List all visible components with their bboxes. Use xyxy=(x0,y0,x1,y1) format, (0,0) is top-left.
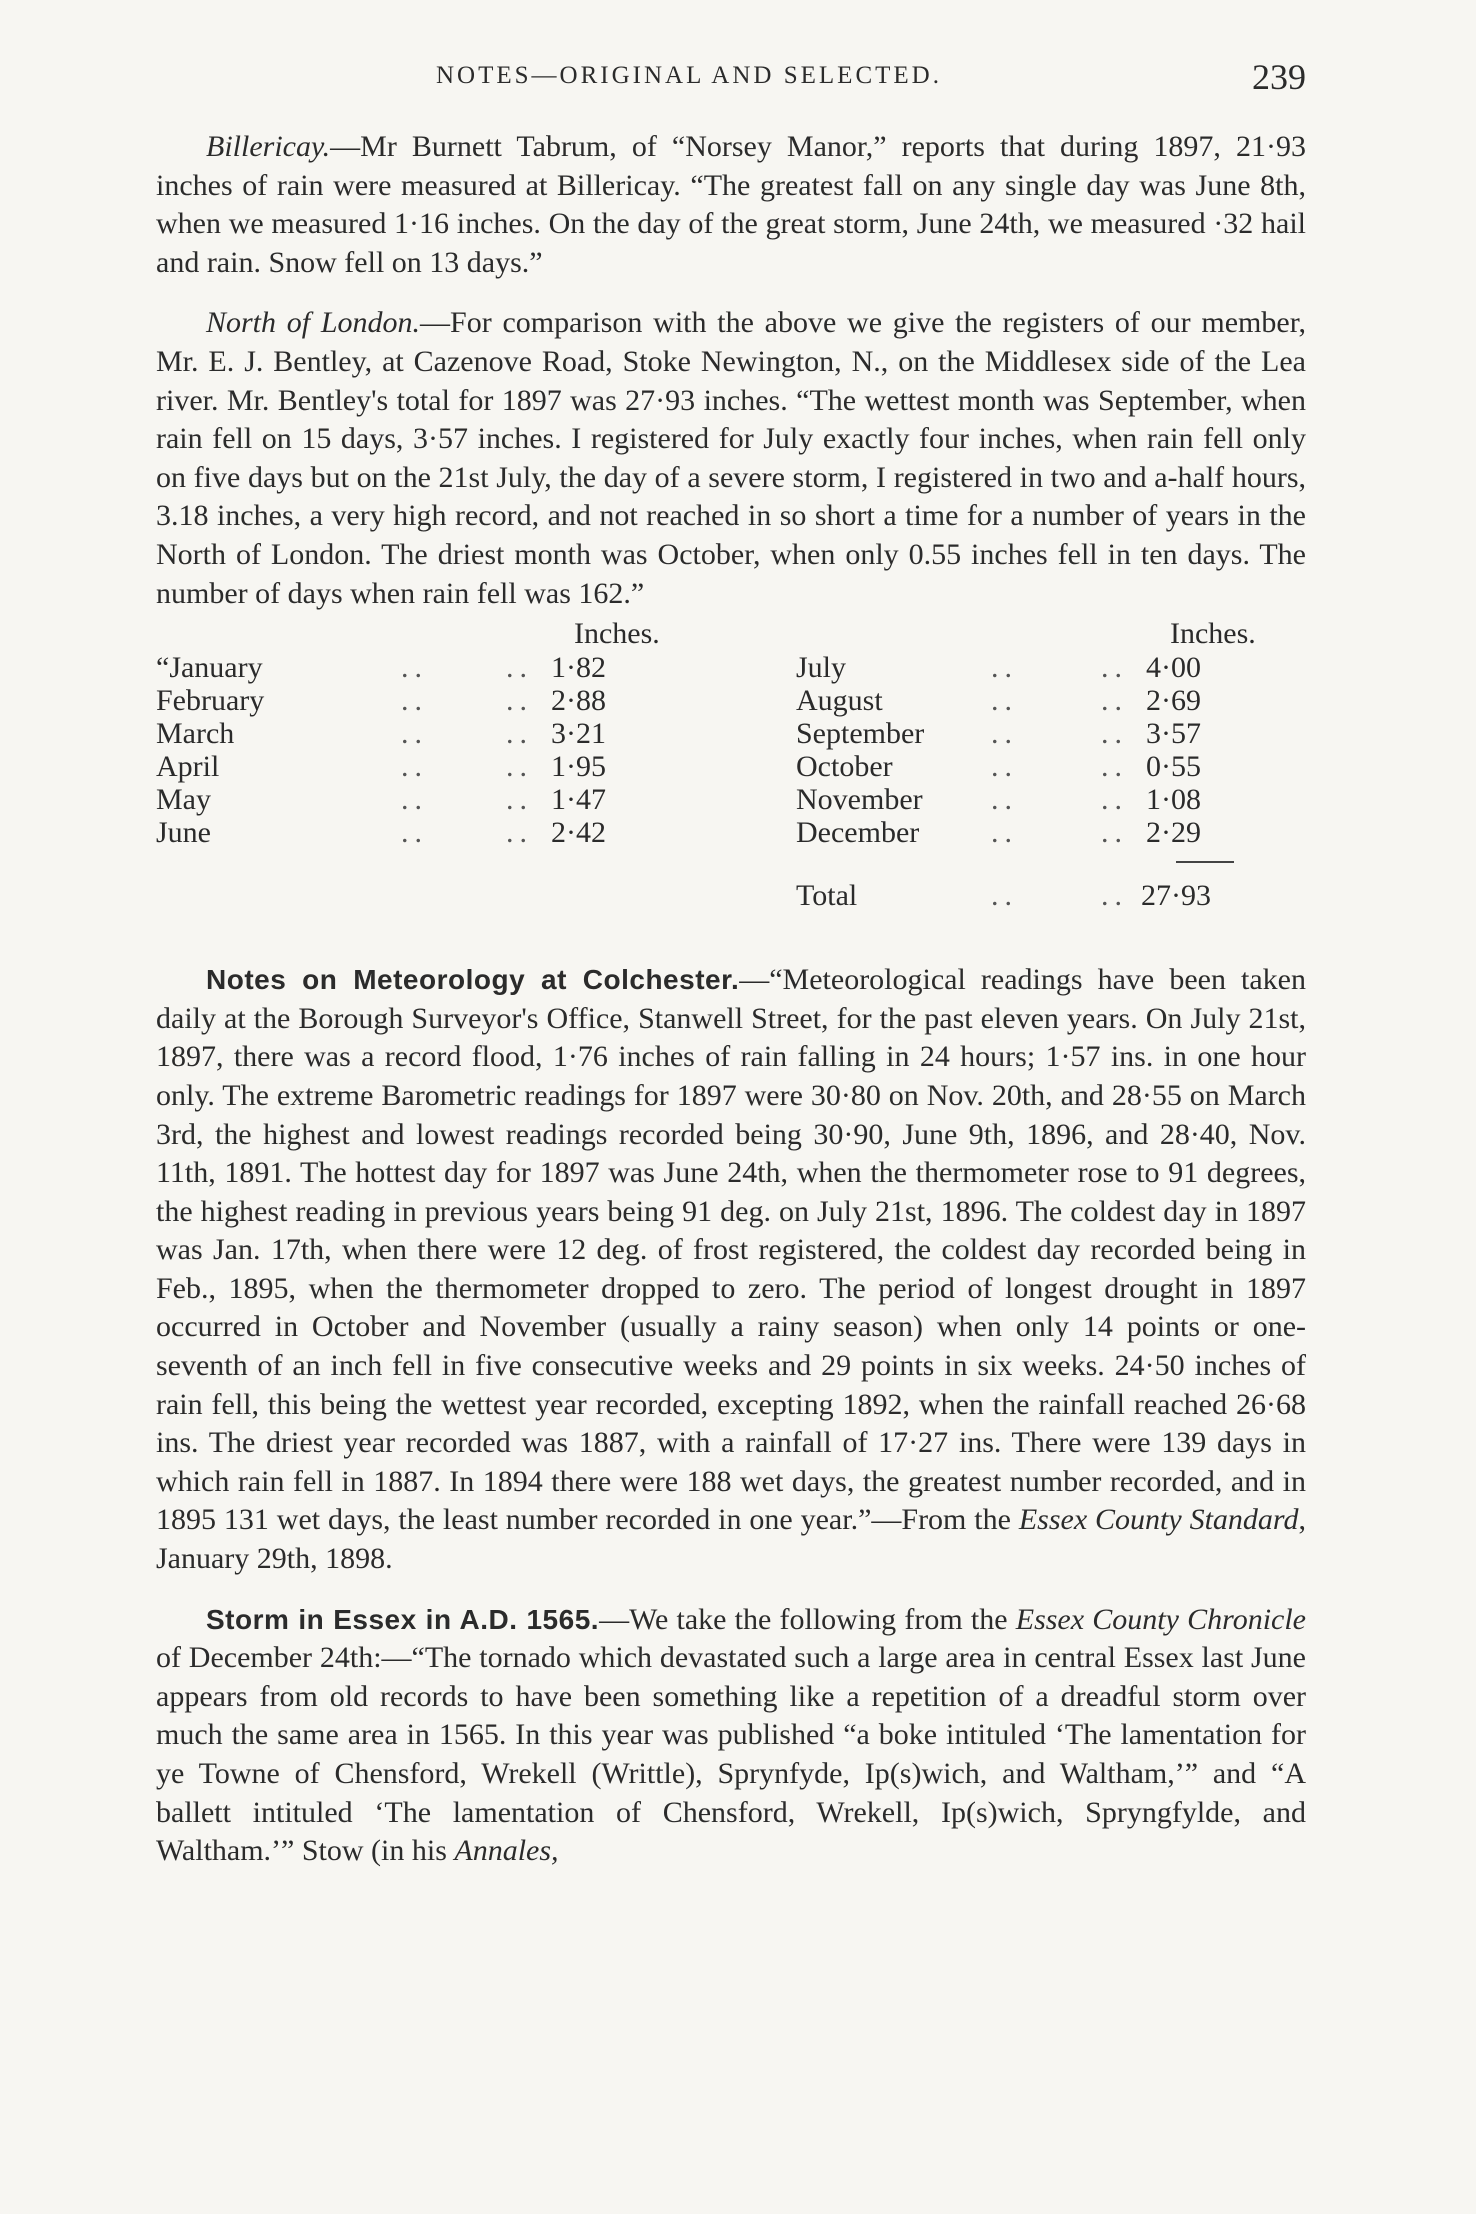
leader-dots: .. xyxy=(506,651,533,685)
month-value: 2·88 xyxy=(551,684,606,718)
page-number: 239 xyxy=(1252,57,1306,97)
right-unit-header: Inches. xyxy=(1170,617,1256,651)
table-row-left-5 xyxy=(156,814,211,853)
month-label: May xyxy=(156,783,211,817)
month-value: 2·69 xyxy=(1146,684,1201,718)
leader-dots: .. xyxy=(506,750,533,784)
leader-dots: .. xyxy=(506,717,533,751)
leader-dots: .. xyxy=(401,684,428,718)
month-label: July xyxy=(796,651,847,685)
leader-dots: .. xyxy=(1101,651,1128,685)
leader-dots: .. xyxy=(506,816,533,850)
left-unit-header: Inches. xyxy=(574,617,660,651)
billericay-lead-in: Billericay. xyxy=(206,130,331,163)
leader-dots: .. xyxy=(401,783,428,817)
north-london-text: —For comparison with the above we give the registers of our member, Mr. E. J. Bentley, at Cazenove Road, Stoke Newington, N., on the Middlesex side of the Lea river. Mr. Bentley's total for 1897 was 27·93 inches. “The wettest month was September, when rain fell on 15 days, 3·57 inches. I registered for July exactly four inches, when rain fell only on five days but on the 21st July, the day of a severe storm, I registered in two and a-half hours, 3.18 inches, a very high record, and not reached in so short a time for a number of years in the North of London. The driest month was October, when only 0.55 inches fell in ten days. The number of days when rain fell was 162.” xyxy=(156,306,1306,610)
north-london-lead-in: North of London. xyxy=(206,306,421,340)
leader-dots: .. xyxy=(506,783,533,817)
month-value: 3·21 xyxy=(551,717,606,751)
leader-dots: .. xyxy=(991,879,1018,913)
billericay-text: —Mr Burnett Tabrum, of “Norsey Manor,” reports that during 1897, 21·93 inches of rain were measured at Billericay. “The greatest fall on any single day was June 8th, when we measured 1·16 inches. On the day of the great storm, June 24th, we measured ·32 hail and rain. Snow fell on 13 days.” xyxy=(156,130,1306,279)
rainfall-table xyxy=(156,615,1306,937)
month-value: 2·29 xyxy=(1146,816,1201,850)
leader-dots: .. xyxy=(991,750,1018,784)
month-label: October xyxy=(796,750,893,784)
colchester-date: , January 29th, 1898. xyxy=(156,1503,1306,1576)
colchester-paragraph xyxy=(156,961,1306,1579)
leader-dots: .. xyxy=(991,717,1018,751)
month-label: December xyxy=(796,816,920,850)
leader-dots: .. xyxy=(401,717,428,751)
month-value: 4·00 xyxy=(1146,651,1201,685)
month-value: 1·95 xyxy=(551,750,606,784)
leader-dots: .. xyxy=(1101,783,1128,817)
month-label: June xyxy=(156,816,211,850)
storm-annales: Annales, xyxy=(454,1834,559,1868)
leader-dots: .. xyxy=(401,750,428,784)
month-label: September xyxy=(796,717,925,751)
total-label: Total xyxy=(796,879,858,913)
month-value: 3·57 xyxy=(1146,717,1201,751)
month-label: April xyxy=(156,750,220,784)
leader-dots: .. xyxy=(991,684,1018,718)
month-label: November xyxy=(796,783,923,817)
billericay-paragraph xyxy=(156,128,1306,282)
page-header xyxy=(156,52,1306,112)
colchester-source: Essex County Standard xyxy=(1018,1503,1299,1537)
leader-dots: .. xyxy=(991,783,1018,817)
storm-text-a: —We take the following from the xyxy=(599,1602,1016,1636)
month-label: March xyxy=(156,717,235,751)
month-label: “January xyxy=(156,651,263,685)
leader-dots: .. xyxy=(1101,816,1128,850)
leader-dots: .. xyxy=(991,816,1018,850)
leader-dots: .. xyxy=(1101,750,1128,784)
month-value: 0·55 xyxy=(1146,750,1201,784)
leader-dots: .. xyxy=(1101,684,1128,718)
leader-dots: .. xyxy=(1101,879,1128,913)
leader-dots: .. xyxy=(401,816,428,850)
month-value: 1·47 xyxy=(551,783,606,817)
storm-text-b: of December 24th:—“The tornado which devastated such a large area in central Essex last June appears from old records to have been something like a repetition of a dreadful storm over much the same area in 1565. In this year was published “a boke intituled ‘The lamentation for ye Towne of Chensford, Wrekell (Writtle), Sprynfyde, Ip(s)wich, and Waltham,’” and “A ballett intituled ‘The lamentation of Chensford, Wrekell, Ip(s)wich, Spryngfylde, and Waltham.’” Stow (in his xyxy=(156,1641,1306,1868)
month-value: 1·08 xyxy=(1146,783,1201,817)
leader-dots: .. xyxy=(506,684,533,718)
leader-dots: .. xyxy=(1101,717,1128,751)
month-label: August xyxy=(796,684,883,718)
total-value: 27·93 xyxy=(1141,879,1211,913)
storm-paragraph xyxy=(156,1601,1306,1871)
running-head: NOTES—ORIGINAL AND SELECTED. xyxy=(436,62,942,89)
month-label: February xyxy=(156,684,265,718)
leader-dots: .. xyxy=(991,651,1018,685)
storm-source: Essex County Chronicle xyxy=(1015,1602,1306,1636)
north-london-paragraph xyxy=(156,304,1306,613)
storm-heading: Storm in Essex in A.D. 1565. xyxy=(206,1603,600,1635)
month-value: 2·42 xyxy=(551,816,606,850)
leader-dots: .. xyxy=(401,651,428,685)
colchester-text: —“Meteorological readings have been taken daily at the Borough Surveyor's Office, Stanwell Street, for the past eleven years. On July 21st, 1897, there was a record flood, 1·76 inches of rain falling in 24 hours; 1·57 ins. in one hour only. The extreme Barometric readings for 1897 were 30·80 on Nov. 20th, and 28·55 on March 3rd, the highest and lowest readings recorded being 30·90, June 9th, 1896, and 28·40, Nov. 11th, 1891. The hottest day for 1897 was June 24th, when the thermometer rose to 91 degrees, the highest reading in previous years being 91 deg. on July 21st, 1896. The coldest day in 1897 was Jan. 17th, when there were 12 deg. of frost registered, the coldest day recorded being in Feb., 1895, when the thermometer dropped to zero. The period of longest drought in 1897 occurred in October and November (usually a rainy season) when only 14 points or one-seventh of an inch fell in five consecutive weeks and 29 points in six weeks. 24·50 inches of rain fell, this being the wettest year recorded, excepting 1892, when the rainfall reached 26·68 ins. The driest year recorded was 1887, with a rainfall of 17·27 ins. There were 139 days in which rain fell in 1887. In 1894 there were 188 wet days, the greatest number recorded, and in 1895 131 wet days, the least number recorded in one year.”—From the xyxy=(156,963,1306,1537)
page-body xyxy=(156,128,1306,1893)
table-row-right-5 xyxy=(796,814,919,853)
total-rule xyxy=(1176,861,1234,863)
colchester-heading: Notes on Meteorology at Colchester. xyxy=(206,964,740,996)
month-value: 1·82 xyxy=(551,651,606,685)
